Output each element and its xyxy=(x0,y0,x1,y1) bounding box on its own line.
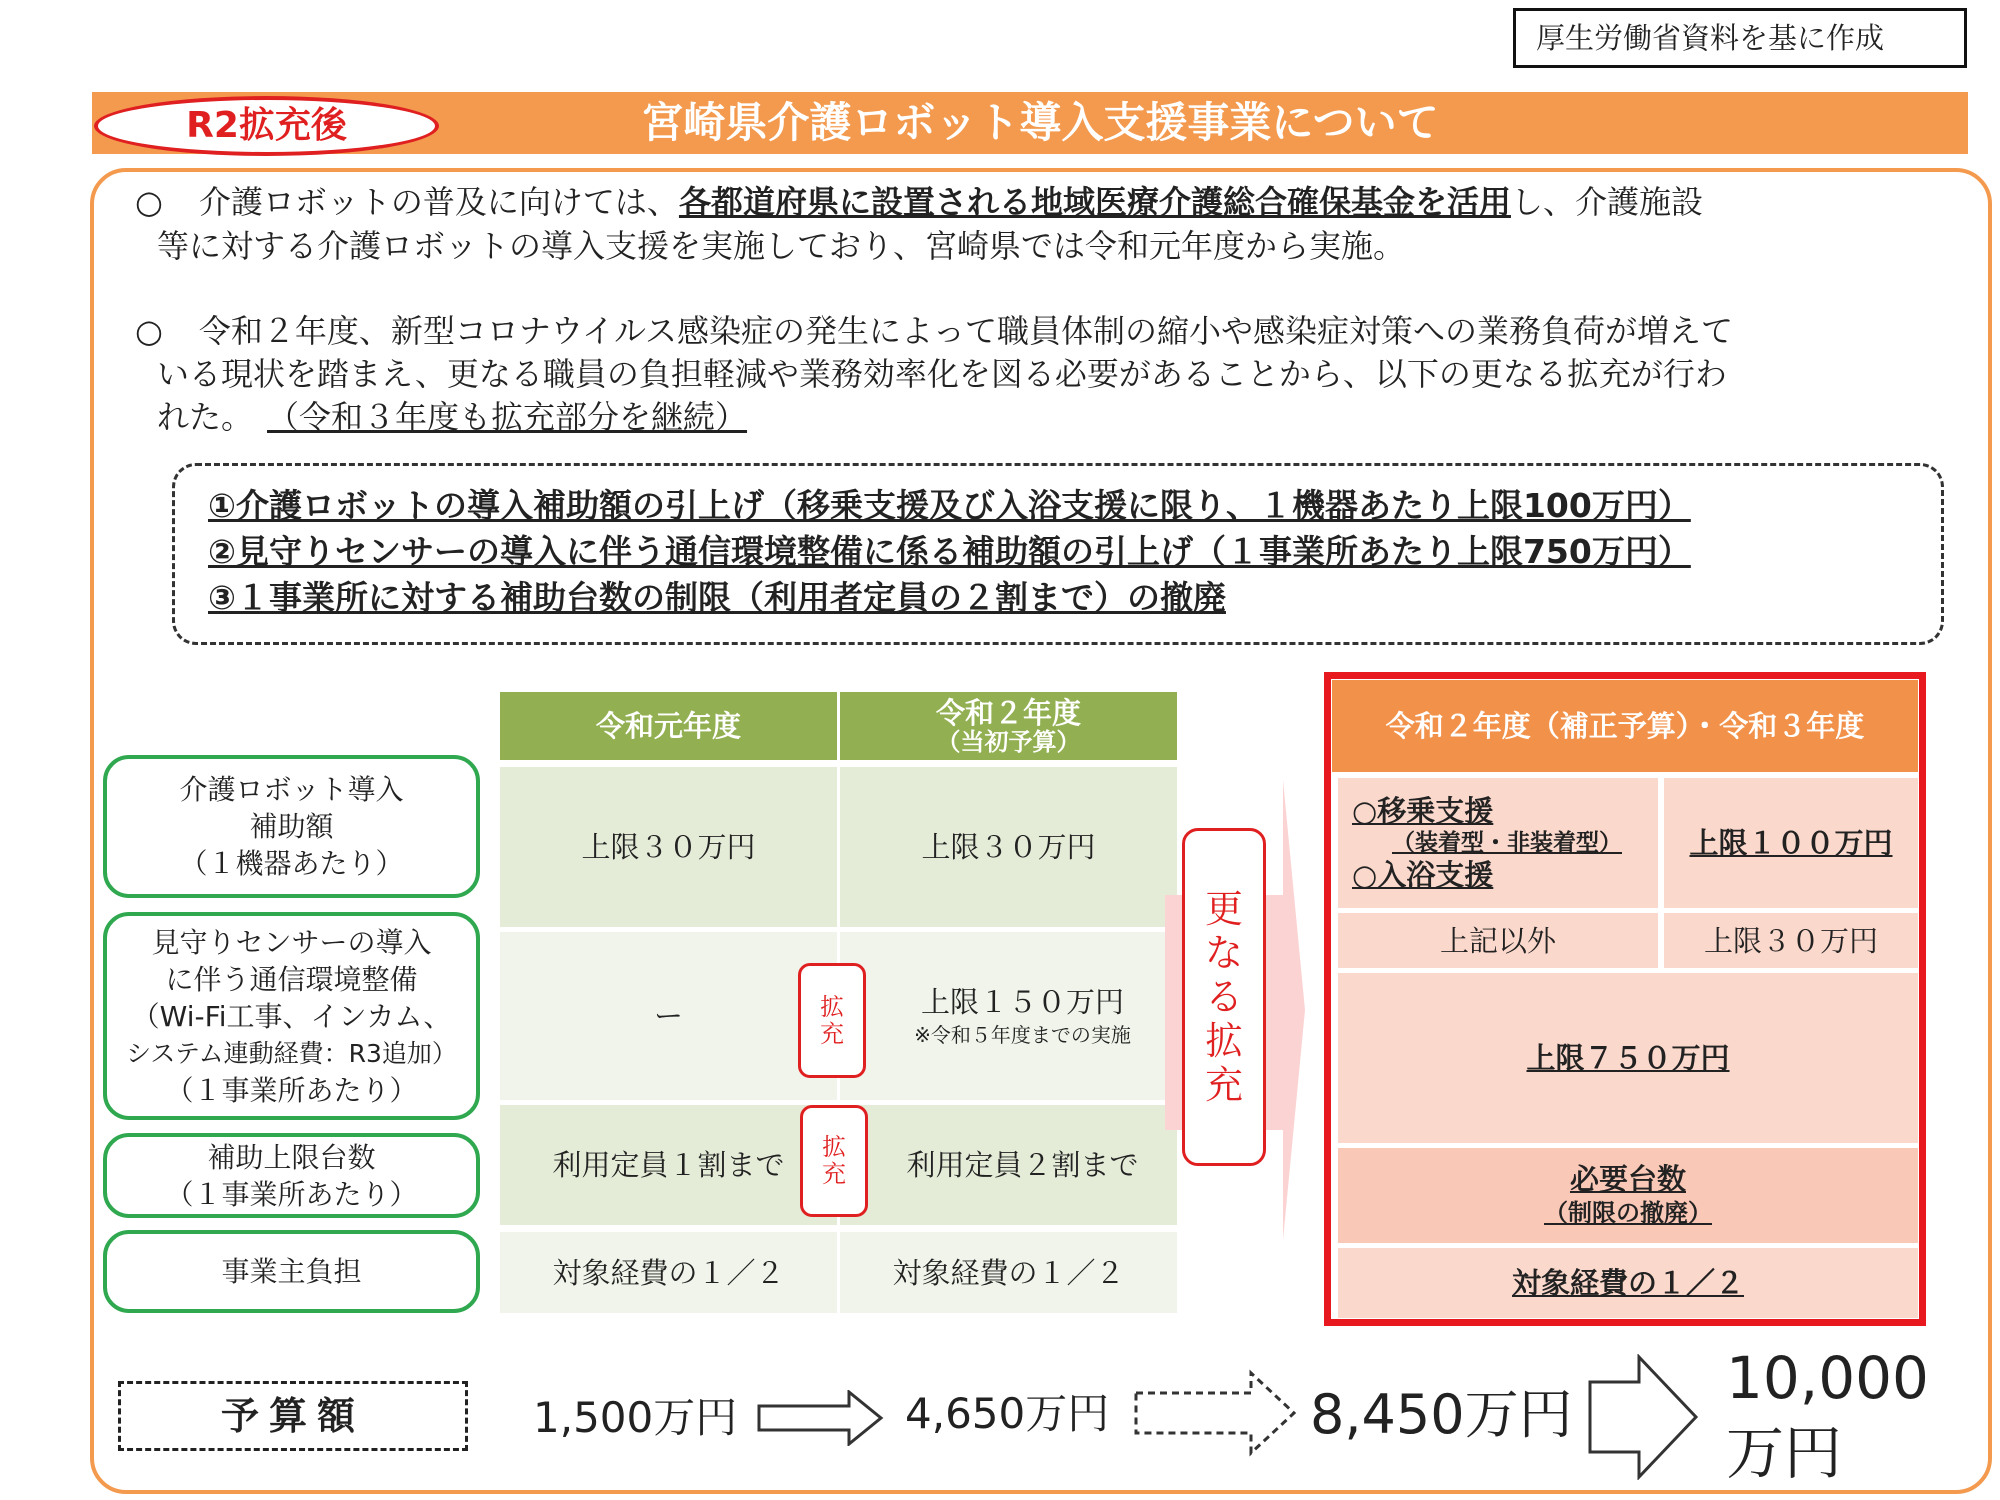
intro-p2-line3 xyxy=(157,396,747,439)
further-expansion-label xyxy=(1182,828,1266,1166)
stamp-text: 充 xyxy=(822,1160,846,1188)
table-cell xyxy=(500,767,837,927)
row-label-robot-subsidy xyxy=(103,755,480,898)
cell-note: ※令和５年度までの実施 xyxy=(914,1023,1131,1047)
budget-value-r1: 1,500万円 xyxy=(533,1393,738,1442)
intro-p1-emphasis: 各都道府県に設置される地域医療介護総合確保基金を活用 xyxy=(678,183,1511,221)
red-cell-limit-30 xyxy=(1664,913,1918,968)
stamp-text: 拡 xyxy=(822,1133,846,1161)
cell-text: 上記以外 xyxy=(1439,923,1556,958)
cell-text: 上限３０万円 xyxy=(921,830,1096,864)
bullet-icon: ○ xyxy=(135,183,163,221)
row-label-line: 事業主負担 xyxy=(221,1255,362,1288)
cell-text: 対象経費の１／２ xyxy=(892,1255,1125,1290)
intro-p2-line3a: れた。 xyxy=(157,398,254,436)
intro-paragraph-1 xyxy=(135,181,1703,224)
table-cell xyxy=(840,932,1177,1100)
row-label-line: システム連動経費：R3追加） xyxy=(126,1038,457,1068)
red-cell-half-cost xyxy=(1338,1248,1918,1318)
further-char: 拡 xyxy=(1204,1019,1243,1063)
stamp-text: 拡 xyxy=(820,992,844,1021)
page-title: 宮崎県介護ロボット導入支援事業について xyxy=(641,98,1439,147)
stamp-text: 充 xyxy=(820,1019,844,1048)
further-char: な xyxy=(1204,931,1243,975)
table-cell xyxy=(840,1232,1177,1313)
cell-text: ○入浴支援 xyxy=(1352,858,1494,892)
dashed-right-arrow-icon xyxy=(1133,1369,1299,1457)
cell-text: ー xyxy=(653,999,683,1033)
cell-text: 上限１００万円 xyxy=(1689,826,1893,860)
intro-p2-continuation: （令和３年度も拡充部分を継続） xyxy=(267,398,748,436)
row-label-line: 見守りセンサーの導入 xyxy=(151,925,432,959)
expansion-stamp xyxy=(800,1105,868,1217)
budget-label: 予算額 xyxy=(118,1381,468,1451)
expansion-stamp xyxy=(798,963,866,1078)
red-cell-other xyxy=(1338,913,1658,968)
table-header-sub: （当初予算） xyxy=(936,728,1081,756)
cell-text: 上限１５０万円 xyxy=(920,985,1124,1019)
red-table-header: 令和２年度（補正予算）・令和３年度 xyxy=(1332,680,1918,772)
intro-p1-text-c: し、介護施設 xyxy=(1510,183,1703,221)
further-char: 更 xyxy=(1204,887,1243,931)
right-arrow-icon xyxy=(1587,1354,1699,1480)
row-label-line: （１事業所あたり） xyxy=(165,1177,418,1211)
red-cell-transfer-bath xyxy=(1338,778,1658,908)
intro-paragraph-2 xyxy=(135,310,1733,353)
cell-text: 対象経費の１／２ xyxy=(1511,1266,1744,1300)
cell-text: 利用定員２割まで xyxy=(906,1148,1139,1182)
point-3: ③１事業所に対する補助台数の制限（利用者定員の２割まで）の撤廃 xyxy=(208,578,1226,617)
cell-text: 上限７５０万円 xyxy=(1526,1041,1730,1075)
intro-p2-line2: いる現状を踏まえ、更なる職員の負担軽減や業務効率化を図る必要があることから、以下の更なる拡充が行わ xyxy=(157,355,1727,393)
cell-text: 上限３０万円 xyxy=(581,830,756,864)
point-1: ①介護ロボットの導入補助額の引上げ（移乗支援及び入浴支援に限り、１機器あたり上限100万円） xyxy=(208,486,1691,525)
intro-p2-line1: 令和２年度、新型コロナウイルス感染症の発生によって職員体制の縮小や感染症対策への業務負荷が増えて xyxy=(198,312,1734,350)
further-char: 充 xyxy=(1204,1063,1243,1107)
table-cell xyxy=(840,1105,1177,1225)
red-cell-required-units xyxy=(1338,1148,1918,1243)
red-cell-limit-750 xyxy=(1338,973,1918,1143)
point-2: ②見守りセンサーの導入に伴う通信環境整備に係る補助額の引上げ（１事業所あたり上限750万円） xyxy=(208,532,1691,571)
row-label-line: （１事業所あたり） xyxy=(165,1073,418,1107)
row-label-line: 介護ロボット導入 xyxy=(179,773,404,806)
right-arrow-icon xyxy=(757,1390,885,1446)
cell-text: （制限の撤廃） xyxy=(1544,1198,1712,1227)
bullet-icon: ○ xyxy=(135,312,163,350)
cell-text: （装着型・非装着型） xyxy=(1392,830,1622,856)
table-cell xyxy=(500,1105,837,1225)
budget-value-r2: 4,650万円 xyxy=(905,1389,1110,1438)
budget-value-r3: 10,000 xyxy=(1726,1344,1929,1412)
cell-text: 利用定員１割まで xyxy=(552,1148,785,1182)
intro-p1-line2: 等に対する介護ロボットの導入支援を実施しており、宮崎県では令和元年度から実施。 xyxy=(157,227,1406,265)
row-label-line: 補助額 xyxy=(249,810,334,843)
table-header-r1 xyxy=(500,692,837,760)
row-label-line: に伴う通信環境整備 xyxy=(165,962,418,996)
further-char: る xyxy=(1204,975,1243,1019)
source-note: 厚生労働省資料を基に作成 xyxy=(1513,8,1967,68)
row-label-employer-share xyxy=(103,1230,480,1313)
row-label-unit-limit xyxy=(103,1133,480,1218)
row-label-network xyxy=(103,912,480,1120)
budget-value-r2-supplementary: 8,450万円 xyxy=(1310,1383,1573,1446)
cell-text: 上限３０万円 xyxy=(1703,923,1878,958)
cell-text: ○移乗支援 xyxy=(1352,794,1494,828)
cell-text: 必要台数 xyxy=(1569,1161,1686,1196)
table-header-label: 令和２年度 xyxy=(935,696,1081,730)
intro-p1-text-a: 介護ロボットの普及に向けては、 xyxy=(198,183,679,221)
cell-text: 対象経費の１／２ xyxy=(552,1255,785,1290)
table-header-r2 xyxy=(840,692,1177,760)
red-cell-limit-100 xyxy=(1664,778,1918,908)
row-label-line: （１機器あたり） xyxy=(179,847,404,880)
row-label-line: 補助上限台数 xyxy=(207,1140,376,1174)
table-cell xyxy=(840,767,1177,927)
row-label-line: （Wi-Fi工事、インカム、 xyxy=(131,999,452,1033)
table-cell xyxy=(500,1232,837,1313)
table-cell xyxy=(500,932,837,1100)
header-badge: R2拡充後 xyxy=(94,96,439,156)
table-header-label: 令和元年度 xyxy=(595,709,741,743)
budget-value-r3-unit: 万円 xyxy=(1726,1419,1843,1487)
